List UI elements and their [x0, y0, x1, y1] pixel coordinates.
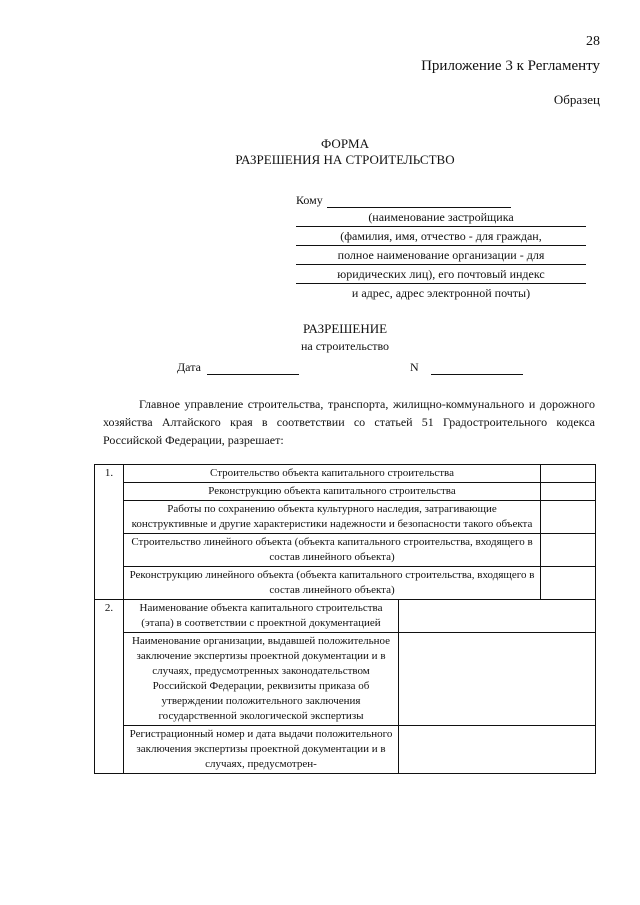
table-value-cell[interactable] [399, 633, 596, 726]
permit-title: РАЗРЕШЕНИЕ [302, 321, 388, 336]
table-cell-text: Строительство объекта капитального строительства [124, 465, 541, 483]
number-label: N [410, 360, 419, 374]
table-cell-text: Реконструкцию объекта капитального строительства [124, 483, 541, 501]
permit-table [94, 464, 596, 774]
table-value-cell[interactable] [399, 600, 596, 633]
sample-label: Образец [553, 92, 600, 107]
page-number: 28 [586, 34, 600, 49]
table-row [95, 483, 596, 501]
number-row [410, 360, 523, 375]
table-cell-text: Строительство линейного объекта (объекта капитального строительства, входящего в состав линейного объекта) [124, 534, 541, 567]
table-row [95, 567, 596, 600]
table-value-cell[interactable] [541, 501, 596, 534]
recipient-hint-line: (наименование застройщика [296, 208, 586, 227]
table-cell-text: Наименование организации, выдавшей положительное заключение экспертизы проектной документации и в случаях, предусмотренных законодательством Российской Федерации, реквизиты приказа об утверждении положительного заключения государственной экологической экспертизы [124, 633, 399, 726]
table-value-cell[interactable] [399, 726, 596, 774]
table-row [95, 600, 596, 633]
table-row [95, 633, 596, 726]
table-value-cell[interactable] [541, 483, 596, 501]
date-field[interactable] [207, 362, 299, 375]
recipient-to-row [296, 191, 586, 208]
permit-subtitle: на строительство [300, 339, 390, 353]
recipient-to-label: Кому [296, 193, 323, 207]
recipient-hint-line: полное наименование организации - для [296, 246, 586, 265]
recipient-hint-line: и адрес, адрес электронной почты) [351, 286, 531, 300]
appendix-label: Приложение 3 к Регламенту [421, 58, 600, 74]
table-cell-text: Регистрационный номер и дата выдачи положительного заключения экспертизы проектной документации и в случаях, предусмотрен- [124, 726, 399, 774]
table-cell-text: Реконструкцию линейного объекта (объекта капитального строительства, входящего в состав линейного объекта) [124, 567, 541, 600]
recipient-to-field[interactable] [327, 195, 511, 208]
recipient-hint-line: (фамилия, имя, отчество - для граждан, [296, 227, 586, 246]
table-row [95, 465, 596, 483]
table-value-cell[interactable] [541, 534, 596, 567]
table-value-cell[interactable] [541, 465, 596, 483]
form-subtitle: РАЗРЕШЕНИЯ НА СТРОИТЕЛЬСТВО [235, 152, 455, 167]
recipient-block [296, 191, 586, 302]
recipient-hint-line: юридических лиц), его почтовый индекс [296, 265, 586, 284]
form-title: ФОРМА [321, 136, 369, 151]
date-label: Дата [177, 360, 201, 374]
table-cell-text: Работы по сохранению объекта культурного наследия, затрагивающие конструктивные и другие характеристики надежности и безопасности такого объекта [124, 501, 541, 534]
section-number: 2. [95, 600, 124, 774]
date-row [177, 360, 299, 375]
table-row [95, 726, 596, 774]
intro-paragraph: Главное управление строительства, транспорта, жилищно-коммунального и дорожного хозяйства Алтайского края в соответствии со статьей 51 Градостроительного кодекса Российской Федерации, разрешает: [103, 397, 595, 447]
table-row [95, 534, 596, 567]
table-row [95, 501, 596, 534]
number-field[interactable] [431, 362, 523, 375]
section-number: 1. [95, 465, 124, 600]
table-cell-text: Наименование объекта капитального строительства (этапа) в соответствии с проектной документацией [124, 600, 399, 633]
table-value-cell[interactable] [541, 567, 596, 600]
